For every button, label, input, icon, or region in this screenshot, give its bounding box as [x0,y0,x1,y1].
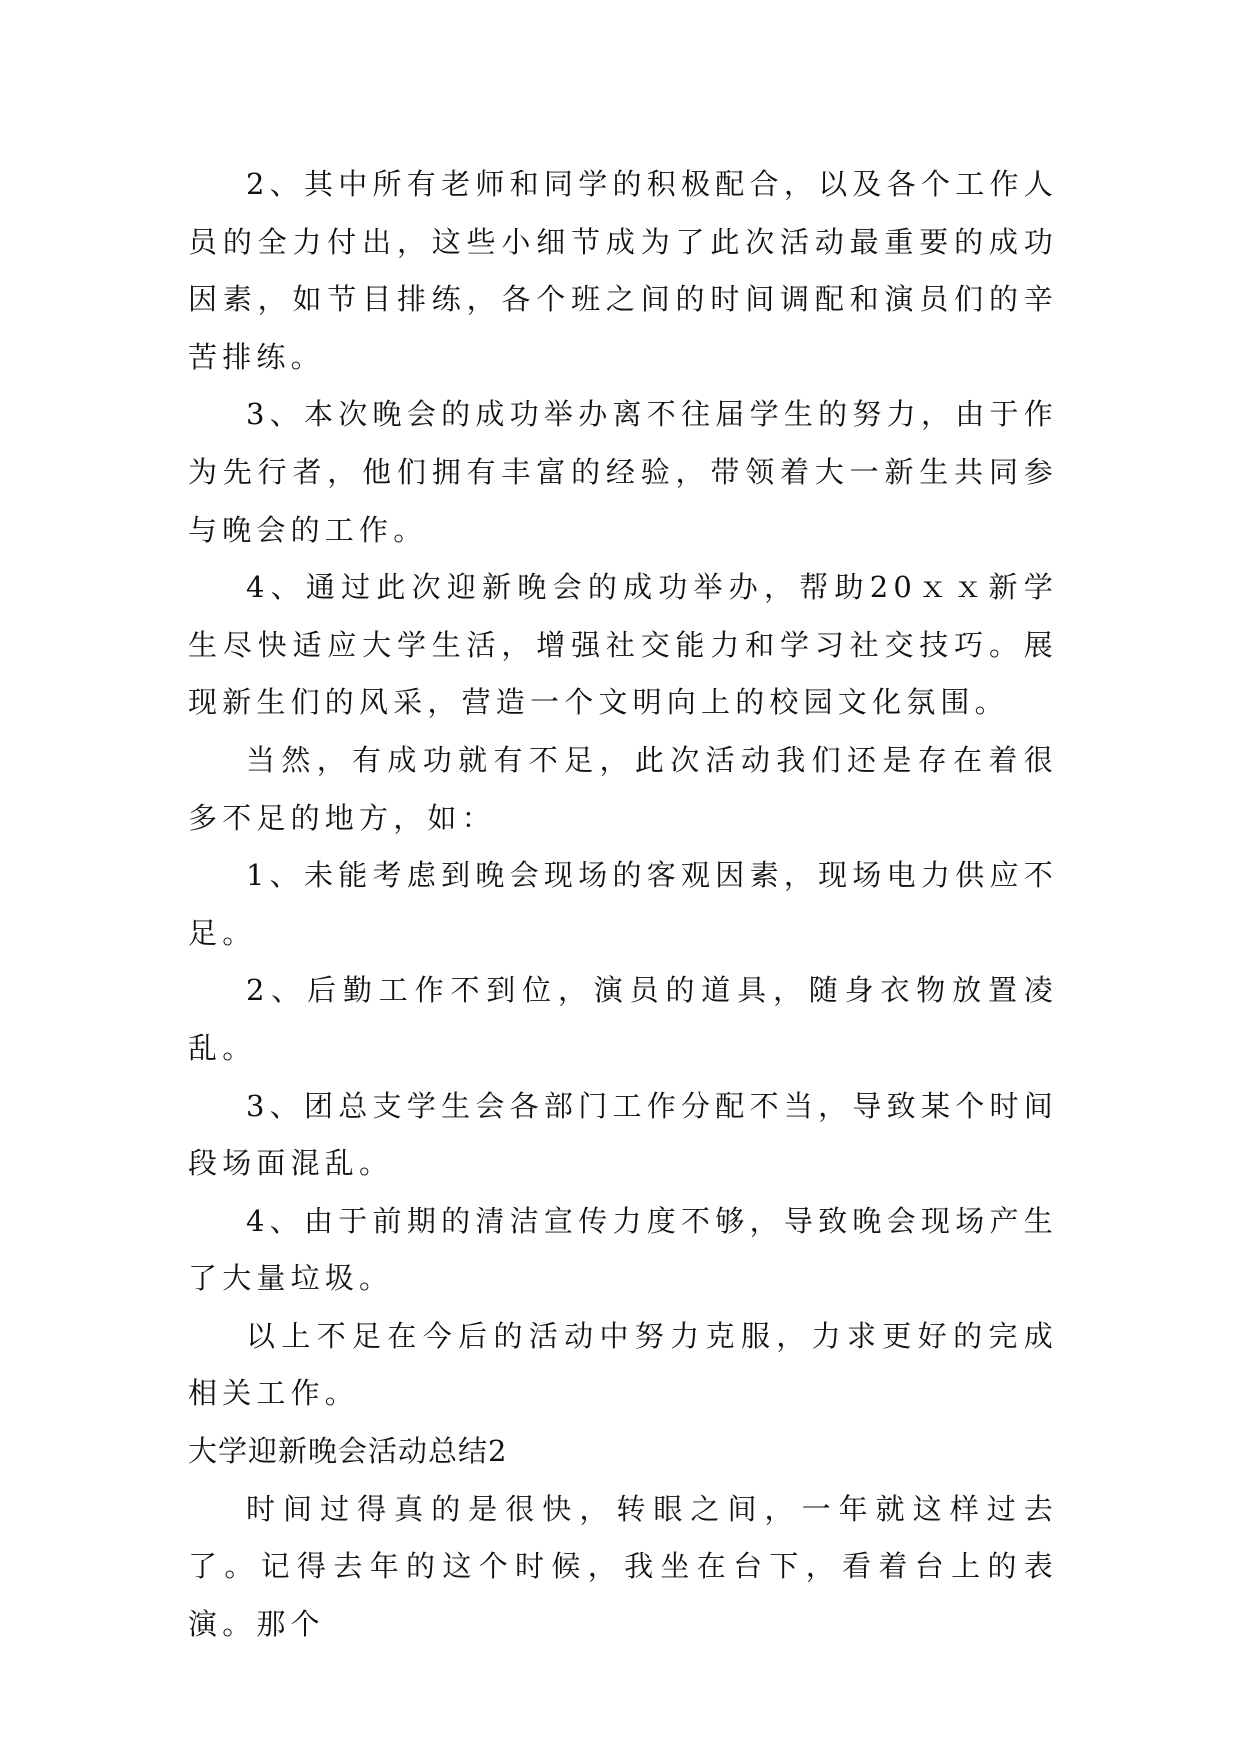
section-2-paragraph-1: 时间过得真的是很快，转眼之间，一年就这样过去了。记得去年的这个时候，我坐在台下，看着台上的表演。那个 [188,1491,1058,1641]
section-title: 大学迎新晚会活动总结2 [188,1434,508,1469]
paragraph-shortcoming-3: 3、团总支学生会各部门工作分配不当，导致某个时间段场面混乱。 [188,1088,1058,1181]
paragraph-item-2: 2、其中所有老师和同学的积极配合，以及各个工作人员的全力付出，这些小细节成为了此次活动最重要的成功因素，如节目排练，各个班之间的时间调配和演员们的辛苦排练。 [188,167,1058,374]
paragraph-item-3: 3、本次晚会的成功举办离不往届学生的努力，由于作为先行者，他们拥有丰富的经验，带领着大一新生共同参与晚会的工作。 [188,397,1058,547]
paragraph-shortcoming-4: 4、由于前期的清洁宣传力度不够，导致晚会现场产生了大量垃圾。 [188,1203,1058,1296]
paragraph-item-4: 4、通过此次迎新晚会的成功举办，帮助20ｘｘ新学生尽快适应大学生活，增强社交能力和学习社交技巧。展现新生们的风采，营造一个文明向上的校园文化氛围。 [188,570,1058,720]
paragraph-shortcoming-1: 1、未能考虑到晚会现场的客观因素，现场电力供应不足。 [188,858,1058,950]
paragraph-shortcomings-intro: 当然，有成功就有不足，此次活动我们还是存在着很多不足的地方，如： [188,742,1058,835]
document-body [188,156,1058,1653]
paragraph-conclusion: 以上不足在今后的活动中努力克服，力求更好的完成相关工作。 [188,1318,1058,1411]
paragraph-shortcoming-2: 2、后勤工作不到位，演员的道具，随身衣物放置凌乱。 [188,973,1058,1065]
